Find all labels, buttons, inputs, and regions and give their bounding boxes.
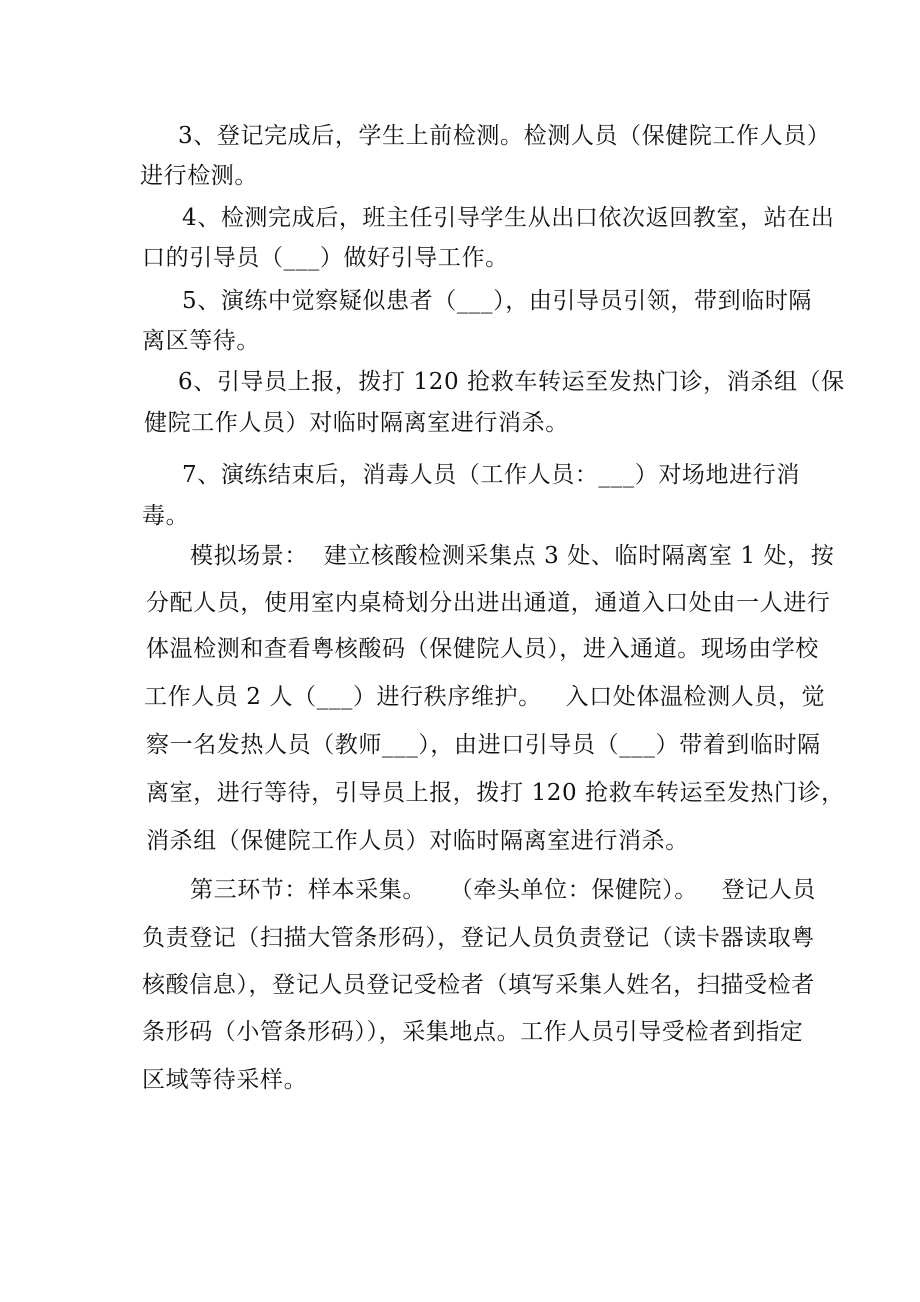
- paragraph-line: 6、引导员上报，拨打 120 抢救车转运至发热门诊，消杀组（保: [178, 369, 845, 395]
- paragraph-line: 负责登记（扫描大管条形码），登记人员负责登记（读卡器读取粤: [142, 925, 815, 951]
- paragraph-line: 第三环节：样本采集。 （牵头单位：保健院）。 登记人员: [190, 877, 816, 903]
- paragraph-line: 口的引导员（___）做好引导工作。: [142, 245, 509, 271]
- paragraph-line: 察一名发热人员（教师___），由进口引导员（___）带着到临时隔: [146, 732, 821, 758]
- paragraph-line: 健院工作人员）对临时隔离室进行消杀。: [144, 410, 569, 436]
- paragraph-line: 模拟场景： 建立核酸检测采集点 3 处、临时隔离室 1 处，按: [190, 543, 835, 569]
- paragraph-line: 条形码（小管条形码）），采集地点。工作人员引导受检者到指定: [142, 1019, 804, 1045]
- paragraph-line: 毒。: [142, 503, 190, 529]
- paragraph-line: 进行检测。: [140, 163, 258, 189]
- paragraph-line: 5、演练中觉察疑似患者（___），由引导员引领，带到临时隔: [182, 288, 813, 314]
- paragraph-line: 4、检测完成后，班主任引导学生从出口依次返回教室，站在出: [182, 205, 835, 231]
- paragraph-line: 3、登记完成后，学生上前检测。检测人员（保健院工作人员）: [178, 123, 831, 149]
- paragraph-line: 分配人员，使用室内桌椅划分出进出通道，通道入口处由一人进行: [146, 590, 831, 616]
- paragraph-line: 离区等待。: [142, 328, 260, 354]
- paragraph-line: 离室，进行等待，引导员上报，拨打 120 抢救车转运至发热门诊，: [146, 780, 845, 806]
- paragraph-line: 区域等待采样。: [142, 1067, 308, 1093]
- paragraph-line: 工作人员 2 人（___）进行秩序维护。 入口处体温检测人员，觉: [144, 684, 826, 710]
- paragraph-line: 体温检测和查看粤核酸码（保健院人员），进入通道。现场由学校: [146, 636, 819, 662]
- paragraph-line: 消杀组（保健院工作人员）对临时隔离室进行消杀。: [146, 828, 689, 854]
- paragraph-line: 核酸信息），登记人员登记受检者（填写采集人姓名，扫描受检者: [142, 972, 815, 998]
- paragraph-line: 7、演练结束后，消毒人员（工作人员：___）对场地进行消: [182, 462, 800, 488]
